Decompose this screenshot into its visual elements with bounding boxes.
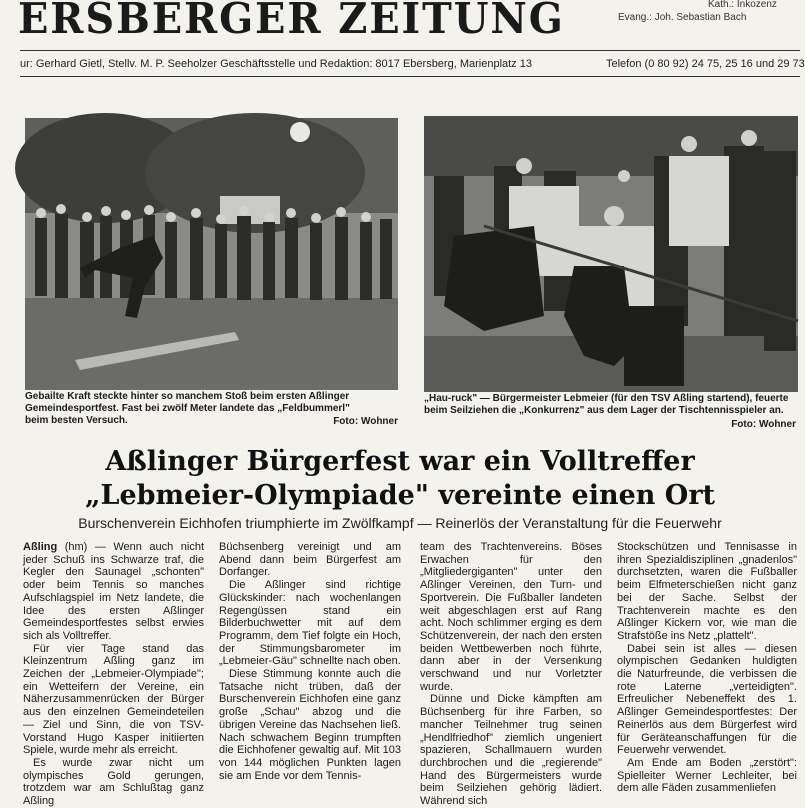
masthead-title: ERSBERGER ZEITUNG — [18, 0, 565, 43]
corner-line-2: Evang.: Joh. Sebastian Bach — [618, 12, 747, 23]
masthead-rule — [20, 50, 800, 51]
paragraph: Es wurde zwar nicht um olympisches Gold gerungen, trotzdem war am Schlußtag ganz Aßling — [23, 756, 204, 808]
paragraph: Büchsenberg vereinigt und am Abend dann beim Bürgerfest am Dorfanger. — [219, 541, 401, 579]
photo-2-credit: Foto: Wohner — [731, 419, 796, 430]
paragraph: Aßling (hm) — Wenn auch nicht jeder Schuß ins Schwarze traf, die Kegler den Saunagel „schonten" oder beim Tennis so manches Aufschlagspiel im Netz landete, die Idee des ersten Aßlinger Gemeindesportfestes selbst erwies sich als Volltreffer. — [23, 541, 204, 642]
paragraph: Am Ende am Boden „zerstört": Spielleiter Werner Lechleiter, bei dem alle Fäden zusammenliefen — [617, 756, 797, 795]
photo-shot-put — [25, 118, 398, 390]
headline-line-2: „Lebmeier-Olympiade" vereinte einen Ort — [84, 480, 716, 511]
dateline: Aßling — [23, 541, 58, 553]
article-column-2 — [219, 541, 401, 782]
photo-1-credit: Foto: Wohner — [333, 416, 398, 427]
publisher-phone: Telefon (0 80 92) 24 75, 25 16 und 29 73 — [606, 58, 805, 70]
paragraph: Diese Stimmung konnte auch die Tatsache nicht trüben, daß der Burschenverein Eichhofen eine ganz große „Schau" abzog und die übrigen Vereine das Nachsehen ließ. Nach schwachem Beginn trumpften die Eichhofener gewaltig auf. Mit 103 von 144 möglichen Punkten lagen sie am Ende vor dem Tennis- — [219, 668, 401, 782]
paragraph: Die Aßlinger sind richtige Glückskinder: nach wochenlangen Regengüssen stand ein Bilderbuchwetter mit auf dem Programm, dem Tief folgte ein Hoch, der Stimmungsbarometer im „Lebmeier-Gäu" schnellte nach oben. — [219, 579, 401, 668]
paragraph: Für vier Tage stand das Kleinzentrum Aßling ganz im Zeichen der „Lebmeier-Olympiade"; ein Wetteifern der Vereine, ein Näherzusammenrücken der Bürger aus den einzelnen Gemeindeteilen — Ziel und Sinn, die von TSV-Vorstand Hugo Kasper initiierten Spiele, wurde mehr als erreicht. — [23, 642, 204, 757]
headline-line-1: Aßlinger Bürgerfest war ein Volltreffer — [105, 446, 695, 477]
article-column-1 — [23, 541, 204, 808]
paragraph: Dabei sein ist alles — diesen olympischen Gedanken huldigten die Naturfreunde, die verbissen die rote Laterne „verteidigten". Erfreulicher Nebeneffekt des 1. Aßlinger Gemeindesportfestes: Der Reinerlös aus dem Bürgerfest wird für Geräteanschaffungen für die Feuerwehr verwendet. — [617, 642, 797, 757]
paragraph: Dünne und Dicke kämpften am Büchsenberg für ihre Farben, so mancher Teilnehmer trug seinen „Hendlfriedhof" ziemlich ungeniert spazieren, Schallmauern wurden durchbrochen und die „regierende" Hand des Bürgermeisters wurde beim Seilziehen gehörig lädiert. Während sich — [420, 693, 602, 808]
masthead-corner — [618, 0, 777, 24]
publisher-rule — [20, 76, 800, 77]
publisher-line: ur: Gerhard Gietl, Stellv. M. P. Seeholzer Geschäftsstelle und Redaktion: 8017 Ebersberg, Marienplatz 13 — [20, 58, 532, 70]
paragraph: Stockschützen und Tennisasse in ihren Spezialdisziplinen „gnadenlos" durchsetzten, waren die Fußballer beim Elfmeterschießen nicht ganz bei der Sache. Selbst der Trachtenverein machte es den Aßlinger Kickern vor, wie man die Strafstöße ins Netz „plattelt". — [617, 541, 797, 642]
photo-2-caption: „Hau-ruck" — Bürgermeister Lebmeier (für den TSV Aßling startend), feuerte beim Seilziehen die „Konkurrenz" aus dem Lager der Tischtennisspieler an. — [424, 393, 789, 416]
photo-1-caption: Gebailte Kraft steckte hinter so manchem Stoß beim ersten Aßlinger Gemeindesportfest. Fast bei zwölf Meter landete das „Feldbummerl" beim besten Versuch. — [25, 391, 350, 426]
corner-line-1: Kath.: Inkozenz — [708, 0, 777, 10]
article-column-3 — [420, 541, 602, 808]
article-column-4 — [617, 541, 797, 795]
photo-tug-of-war — [424, 116, 798, 392]
subhead: Burschenverein Eichhofen triumphierte im Zwölfkampf — Reinerlös der Veranstaltung für die Feuerwehr — [78, 515, 722, 531]
paragraph: team des Trachtenvereins. Böses Erwachen für den „Mitgliedergiganten" unter den Aßlinger Vereinen, den Turn- und Sportverein. Die Fußballer landeten weit abgeschlagen erst auf Rang acht. Noch schlimmer erging es dem Schützenverein, der nach den ersten beiden Wettbewerben noch führte, dann aber in der Versenkung verschwand und nur Vorletzter wurde. — [420, 541, 602, 693]
